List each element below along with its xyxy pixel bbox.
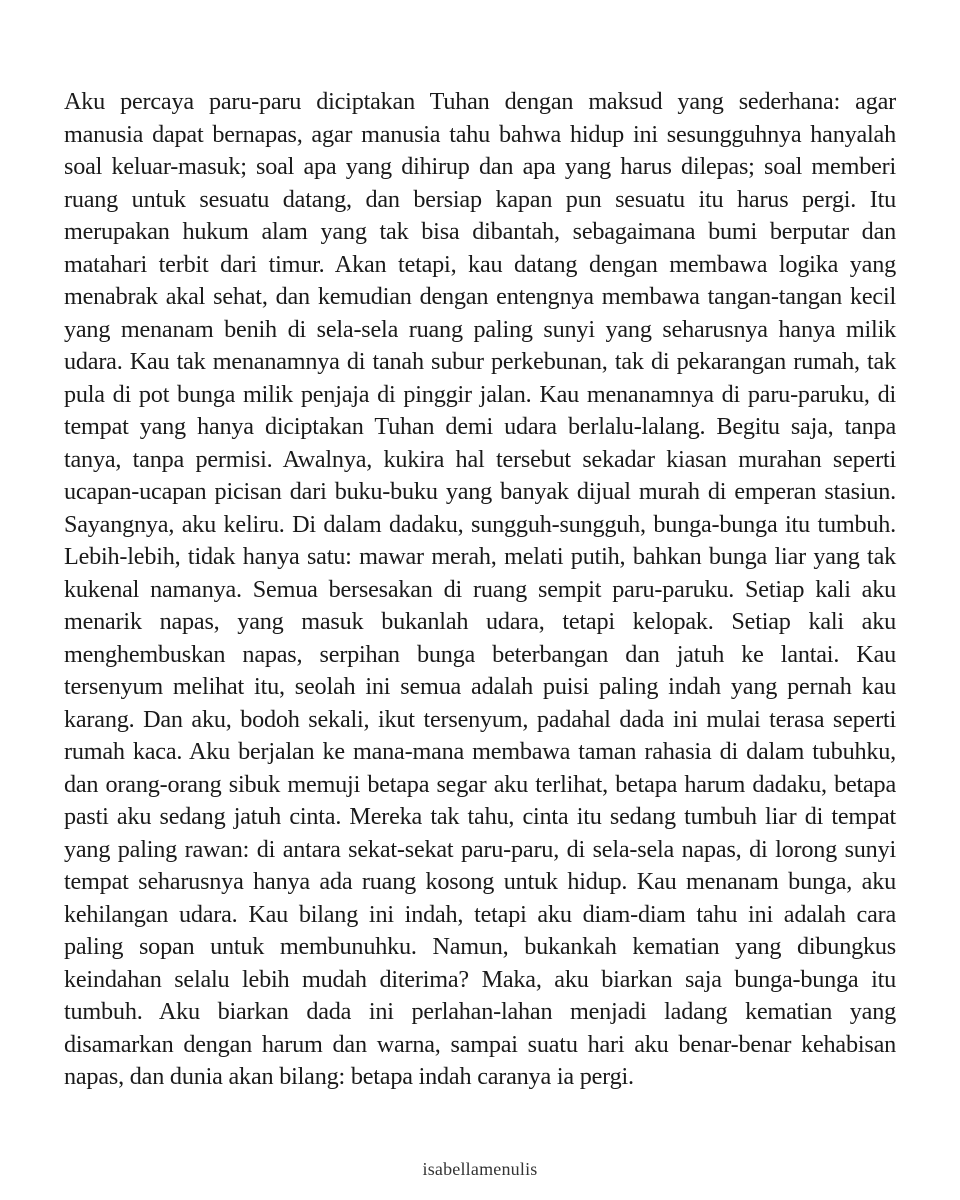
author-signature: isabellamenulis [422,1159,538,1179]
body-text: Aku percaya paru-paru diciptakan Tuhan dengan maksud yang sederhana: agar manusia dapat bernapas, agar manusia tahu bahwa hidup ini sesungguhnya hanyalah soal keluar-masuk; soal apa yang dihirup dan apa yang harus dilepas; soal memberi ruang untuk sesuatu datang, dan bersiap kapan pun sesuatu itu harus pergi. Itu merupakan hukum alam yang tak bisa dibantah, sebagaimana bumi berputar dan matahari terbit dari timur. Akan tetapi, kau datang dengan membawa logika yang menabrak akal sehat, dan kemudian dengan entengnya membawa tangan-tangan kecil yang menanam benih di sela-sela ruang paling sunyi yang seharusnya hanya milik udara. Kau tak menanamnya di tanah subur perkebunan, tak di pekarangan rumah, tak pula di pot bunga milik penjaja di pinggir jalan. Kau menanamnya di paru-paruku, di tempat yang hanya diciptakan Tuhan demi udara berlalu-lalang. Begitu saja, tanpa tanya, tanpa permisi. Awalnya, kukira hal tersebut sekadar kiasan murahan seperti ucapan-ucapan picisan dari buku-buku yang banyak dijual murah di emperan stasiun. Sayangnya, aku keliru. Di dalam dadaku, sungguh-sungguh, bunga-bunga itu tumbuh. Lebih-lebih, tidak hanya satu: mawar merah, melati putih, bahkan bunga liar yang tak kukenal namanya. Semua bersesakan di ruang sempit paru-paruku. Setiap kali aku menarik napas, yang masuk bukanlah udara, tetapi kelopak. Setiap kali aku menghembuskan napas, serpihan bunga beterbangan dan jatuh ke lantai. Kau tersenyum melihat itu, seolah ini semua adalah puisi paling indah yang pernah kau karang. Dan aku, bodoh sekali, ikut tersenyum, padahal dada ini mulai terasa seperti rumah kaca. Aku berjalan ke mana-mana membawa taman rahasia di dalam tubuhku, dan orang-orang sibuk memuji betapa segar aku terlihat, betapa harum dadaku, betapa pasti aku sedang jatuh cinta. Mereka tak tahu, cinta itu sedang tumbuh liar di tempat yang paling rawan: di antara sekat-sekat paru-paru, di sela-sela napas, di lorong sunyi tempat seharusnya hanya ada ruang kosong untuk hidup. Kau menanam bunga, aku kehilangan udara. Kau bilang ini indah, tetapi aku diam-diam tahu ini adalah cara paling sopan untuk membunuhku. Namun, bukankah kematian yang dibungkus keindahan selalu lebih mudah diterima? Maka, aku biarkan saja bunga-bunga itu tumbuh. Aku biarkan dada ini perlahan-lahan menjadi ladang kematian yang disamarkan dengan harum dan warna, sampai suatu hari aku benar-benar kehabisan napas, dan dunia akan bilang: betapa indah caranya ia pergi. [64,88,896,1090]
